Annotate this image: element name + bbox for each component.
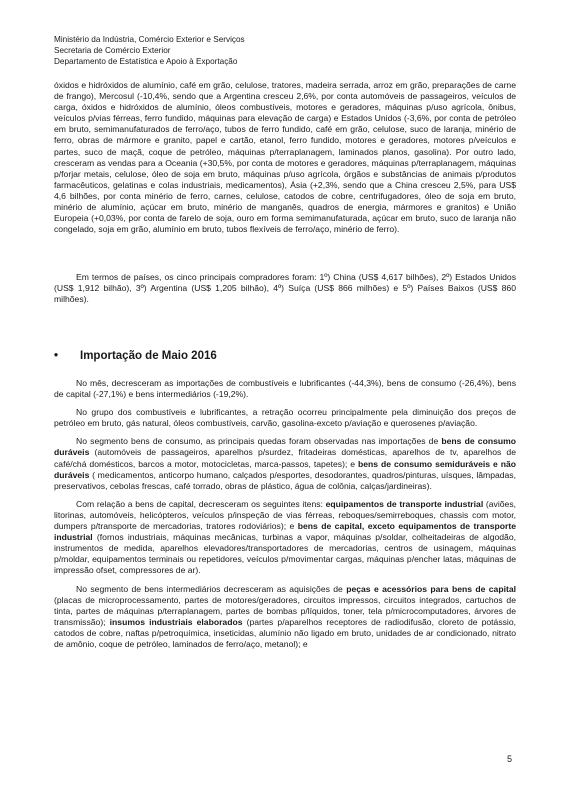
paragraph-capital-goods	[54, 499, 516, 577]
document-header	[54, 34, 245, 67]
bold-term: bens de consumo duráveis	[54, 436, 516, 458]
text-run: Com relação a bens de capital, decresceram os seguintes itens:	[76, 498, 326, 509]
text-run: No segmento de bens intermediários decresceram as aquisições de	[76, 583, 347, 594]
text-run: (partes p/aparelhos receptores de radiodifusão, cloreto de potássio, catodos de cobre, naftas p/petroquímica, inseticidas, alumínio não ligado em bruto, unidades de ar condicionado, nitrato de amônio, coque de petróleo, laminados de ferro/aço, metanol); e	[54, 616, 516, 649]
page-number: 5	[506, 754, 512, 764]
paragraph-fuels: No grupo dos combustíveis e lubrificantes, a retração ocorreu principalmente pela diminuição dos preços de petróleo em bruto, gás natural, óleos combustíveis, carvão, gasolina-exceto p/aviação e querosenes p/aviação.	[54, 407, 516, 429]
section-heading	[54, 350, 516, 362]
text-run: (fornos industriais, máquinas mecânicas, turbinas a vapor, máquinas p/soldar, colheitadeiras de algodão, instrumentos de medida, aparelhos elevadores/transportadores de mercadorias, centros de usinagem, máquinas p/moldar, equipamentos terminais ou repetidores, veículos p/movimentar cargas, máquinas p/encher latas, máquinas de impressão ofset, compressores de ar).	[54, 532, 516, 576]
text-run: (placas de microprocessamento, partes de motores/geradores, circuitos impressos, circuitos integrados, cartuchos de tinta, partes de máquinas p/terraplanagem, partes de bombas p/líquidos, toner, tela p/microcomputadores, árvores de transmissão);	[54, 594, 516, 627]
bullet-icon: •	[54, 350, 59, 362]
paragraph-text: óxidos e hidróxidos de alumínio, café em grão, celulose, tratores, madeira serrada, arroz em grão, preparações de carne de frango), Mercosul (-10,4%, sendo que a Argentina cresceu 2,6%, por conta automóveis de passageiros, veículos de carga, óxidos e hidróxidos de alumínio, óleos combustíveis, motores e geradores, máquinas p/uso agrícola, ônibus, veículos p/vias férreas, ferro fundido, máquinas para elevação de carga) e Estados Unidos (-3,6%, por conta de petróleo em bruto, semimanufaturados de ferro/aço, tubos de ferro fundido, café em grão, celulose, suco de laranja, minério de ferro, obras de mármore e granito, papel e cartão, etanol, ferro fundido, motores e geradores, motores p/veículos e partes, suco de maçã, coque de petróleo, máquinas p/terraplanagem, laminados planos, gasolina). Por outro lado, cresceram as vendas para a Oceania (+30,5%, por conta de motores e geradores, máquinas p/terraplanagem, máquinas p/forjar metais, celulose, óleo de soja em bruto, máquinas p/uso agrícola, órgãos e substâncias de animais p/produtos farmacêuticos, gelatinas e colas industriais, medicamentos), Ásia (+2,3%, sendo que a China cresceu 2,5%, para US$ 4,6 bilhões, por conta minério de ferro, carnes, celulose, catodos de cobre, centrifugadores, óleo de soja em bruto, minério de alumínio, açúcar em bruto, minério de manganês, quadros de energia, mármores e granitos) e União Europeia (+0,03%, por conta de farelo de soja, ouro em forma semimanufaturada, açúcar em bruto, suco de laranja não congelado, soja em grão, alumínio em bruto, tubos flexíveis de ferro/aço, minério de ferro).	[54, 80, 516, 235]
section-title: Importação de Maio 2016	[80, 350, 217, 362]
text-run: No segmento bens de consumo, as principais quedas foram observadas nas importações de	[76, 436, 442, 447]
paragraph-import-summary: No mês, decresceram as importações de combustíveis e lubrificantes (-44,3%), bens de consumo (-26,4%), bens de capital (-27,1%) e bens intermediários (-19,2%).	[54, 378, 516, 400]
bold-term: bens de capital, exceto equipamentos de transporte industrial	[54, 521, 516, 543]
header-ministry: Ministério da Indústria, Comércio Exterior e Serviços	[54, 35, 245, 44]
bold-term: bens de consumo semiduráveis e não duráveis	[54, 458, 516, 480]
text-run: (aviões, litorinas, automóveis, helicópteros, veículos p/inspeção de vias férreas, reboques/semirreboques, chassis com motor, dumpers p/transporte de mercadorias, tratores rodoviários); e	[54, 498, 517, 532]
paragraph-consumer-goods	[54, 436, 516, 491]
paragraph-exports-by-region	[54, 80, 516, 235]
paragraph-text: Em termos de países, os cinco principais compradores foram: 1º) China (US$ 4,617 bilhões), 2º) Estados Unidos (US$ 1,912 bilhão), 3º) Argentina (US$ 1,205 bilhão), 4º) Suíça (US$ 866 milhões) e 5º) Países Baixos (US$ 860 milhões).	[54, 272, 516, 305]
section-body	[54, 378, 516, 657]
bold-term: peças e acessórios para bens de capital	[346, 583, 517, 594]
header-secretariat: Secretaria de Comércio Exterior	[54, 46, 171, 55]
paragraph-top-buyers	[54, 272, 516, 305]
text-run: ( medicamentos, anticorpo humano, calçados p/esportes, desodorantes, quadros/pinturas, uísques, lâmpadas, preservativos, cebolas frescas, café torrado, obras de plástico, água de colônia, calças/jardineiras).	[54, 469, 516, 491]
bold-term: insumos industriais elaborados	[109, 616, 243, 627]
paragraph-intermediate-goods	[54, 584, 516, 651]
header-department: Departamento de Estatística e Apoio à Exportação	[54, 57, 238, 66]
bold-term: equipamentos de transporte industrial	[325, 498, 484, 509]
text-run: (automóveis de passageiros, aparelhos p/surdez, fritadeiras domésticas, aparelhos de tv, aparelhos de café/chá domésticos, barcos a motor, motocicletas, marca-passos, tapetes); e	[54, 447, 516, 469]
